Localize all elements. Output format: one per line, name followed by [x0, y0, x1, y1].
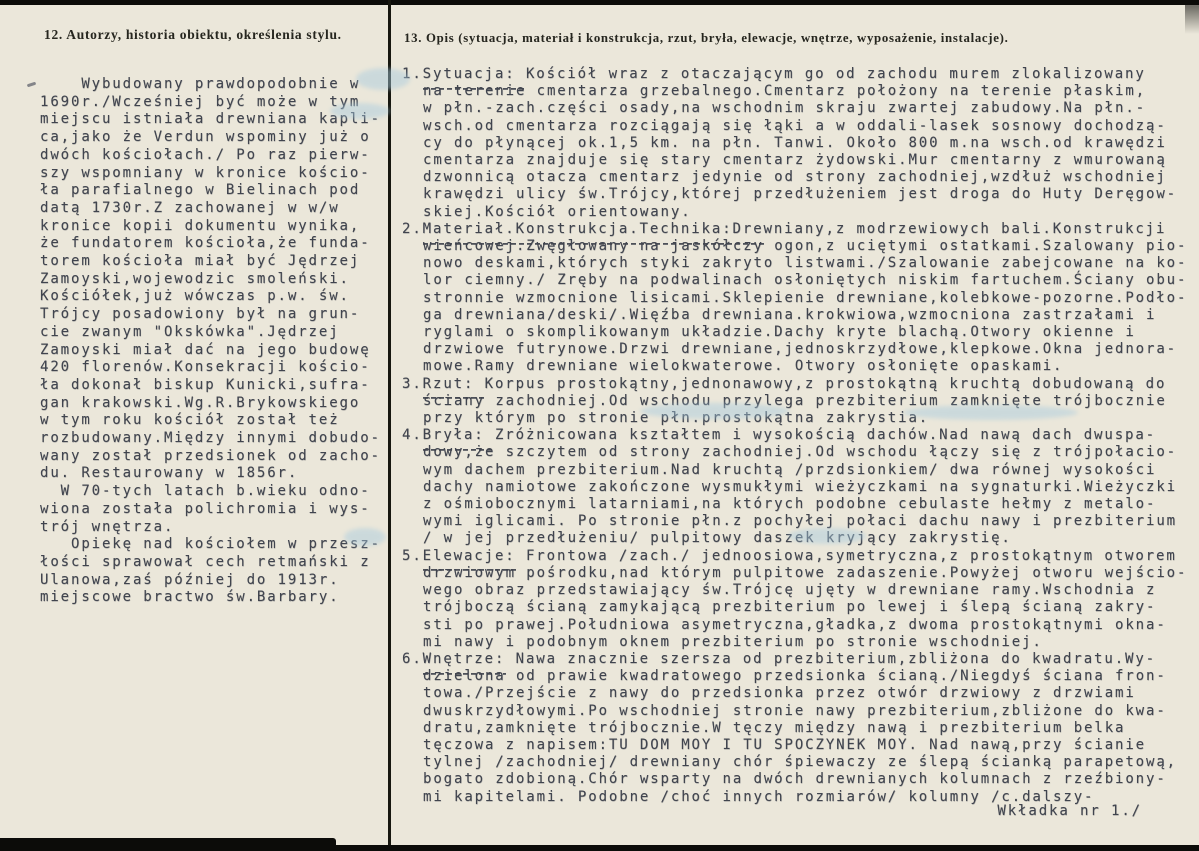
right-column-header: 13. Opis (sytuacja, materiał i konstrukcja, rzut, bryła, elewacje, wnętrze, wyposażenie, instalacje). — [404, 31, 1009, 45]
text-line: cy do płynącej ok.1,5 km. na płn. Tanwi. Około 800 m.na wsch.od krawędzi — [423, 134, 1167, 151]
text-line: du. Restaurowany w 1856r. — [40, 465, 299, 482]
text-line: wieńcowej.Zwęgłowany na jaskółczy ogon,z uciętymi ostatkami.Szalowany pio- — [423, 238, 1188, 255]
text-line: Wybudowany prawdopodobnie w — [40, 76, 361, 92]
text-line: datą 1730r.Z zachowanej w w/w — [40, 199, 340, 216]
description-text — [402, 66, 1194, 806]
text-line: torem kościoła miał być Jędrzej — [40, 253, 361, 270]
typewriter-underline: dzielona — [423, 668, 506, 685]
text-line: W 70-tych latach b.wieku odno- — [40, 483, 371, 500]
text-line: miejscowe bractwo św.Barbary. — [40, 589, 340, 606]
text-line: skiej.Kościół orientowany. — [423, 203, 692, 220]
text-line: na terenie cmentarza grzebalnego.Cmentarz położony na terenie płaskim, — [423, 83, 1147, 100]
text-line: z ośmiobocznymi latarniami,na których podobne cebulaste hełmy z metalo- — [423, 496, 1157, 513]
description-section — [402, 221, 1194, 376]
typewriter-underline: wieńcowej.Zwęgłowany na jaskółczy — [423, 238, 764, 255]
text-line: ła dokonał biskup Kunicki,sufra- — [40, 376, 371, 393]
typewriter-underline: drzwiowym — [423, 564, 516, 581]
description-section — [402, 66, 1194, 221]
text-line: ga drewniana/deski/.Więźba drewniana.krokwiowa,wzmocniona zastrzałami i — [423, 306, 1157, 323]
text-line: ca,jako że Verdun wspominy już o — [40, 129, 371, 146]
text-line: 1.Sytuacja: Kościół wraz z otaczającym go od zachodu murem zlokalizowany — [402, 66, 1146, 82]
text-line: dratu,zamknięte trójbocznie.W tęczy między nawą i prezbiterium belka — [423, 719, 1126, 736]
text-line: 3.Rzut: Korpus prostokątny,jednonawowy,z prostokątną kruchtą dobudowaną do — [402, 375, 1167, 392]
text-line: mi nawy i podobnym oknem prezbiterium po stronie wschodniej. — [423, 633, 1043, 650]
text-line: dzielona od prawie kwadratowego przedsionka ścianą./Niegdyś ściana fron- — [423, 668, 1167, 685]
text-line: tylnej /zachodniej/ drewniany chór śpiewaczy ze ślepą ścianką parapetową, — [423, 754, 1177, 771]
text-line: ryglami o skomplikowanym układzie.Dachy kryte blachą.Otwory okienne i — [423, 324, 1136, 341]
text-line: / w jej przedłużeniu/ pulpitowy daszek kryjący zakrystię. — [423, 530, 1012, 547]
text-line: w płn.-zach.części osady,na wschodnim skraju zwartej zabudowy.Na płn.- — [423, 100, 1147, 117]
text-line: stronnie wzmocnione lisicami.Sklepienie drewniane,kolebkowe-pozorne.Podło- — [423, 289, 1188, 306]
text-line: krawędzi ulicy św.Trójcy,której przedłużeniem jest droga do Huty Deręgow- — [423, 186, 1177, 203]
text-line: łości sprawował cech retmański z — [40, 553, 371, 570]
text-line: 2.Materiał.Konstrukcja.Technika:Drewniany,z modrzewiowych bali.Konstrukcji — [402, 220, 1167, 237]
text-line: drzwiowym pośrodku,nad którym pulpitowe zadaszenie.Powyżej otworu wejścio- — [423, 564, 1188, 581]
text-line: wsch.od cmentarza rozciągają się łąki a w oddali-lasek sosnowy dochodzą- — [423, 117, 1167, 134]
text-line: towa./Przejście z nawy do przedsionka przez otwór drzwiowy z drzwiami — [423, 685, 1136, 702]
text-line: dachy namiotowe zakończone wysmukłymi wieżyczkami na sygnaturki.Wieżyczki — [423, 478, 1177, 495]
correction-smudge — [788, 528, 866, 544]
description-section — [402, 376, 1194, 428]
text-line: trójboczą ścianą zamykającą prezbiterium po lewej i ślepą ścianą zakry- — [423, 599, 1157, 616]
text-line: nowo deskami,których styki zakryto listwami./Szalowanie zabejcowane na ko- — [423, 255, 1188, 272]
scan-edge-top-right — [1185, 0, 1199, 34]
text-line: 420 florenów.Konsekracji kościo- — [40, 359, 371, 376]
text-line: Trójcy posadowiony był na grun- — [40, 306, 361, 323]
correction-smudge — [903, 405, 1078, 420]
section-label: 3.Rzut: — [402, 375, 475, 392]
text-line: 5.Elewacje: Frontowa /zach./ jednoosiowa,symetryczna,z prostokątnym otworem — [402, 547, 1177, 564]
scan-edge-top — [0, 0, 1199, 5]
text-line: mowe.Ramy drewniane wielokwaterowe. Otwory osłonięte opaskami. — [423, 358, 1064, 375]
text-line: drzwiowe futrynowe.Drzwi drewniane,jednoskrzydłowe,klepkowe.Okna jednora- — [423, 341, 1177, 358]
text-line: wymi iglicami. Po stronie płn.z pochyłej połaci dachu nawy i prezbiterium — [423, 513, 1177, 530]
text-line: cie zwanym "Okskówka".Jędrzej — [40, 323, 340, 340]
correction-smudge — [330, 103, 390, 119]
scan-edge-bottom-left — [0, 838, 336, 851]
text-line: ła parafialnego w Bielinach pod — [40, 182, 361, 199]
text-line: cmentarza znajduje się stary cmentarz żydowski.Mur cmentarny z wmurowaną — [423, 152, 1167, 169]
section-label: 5.Elewacje: — [402, 547, 516, 564]
text-line: Ulanowa,zaś później do 1913r. — [40, 571, 340, 588]
text-line: Zamoyski,wojewodzic smoleński. — [40, 270, 350, 287]
section-label: 4.Bryła: — [402, 427, 485, 444]
text-line: szy wspomniany w kronice kościo- — [40, 164, 371, 181]
text-line: przy którym po stronie płn.prostokątna zakrystia. — [423, 410, 930, 427]
text-line: 4.Bryła: Zróżnicowana kształtem i wysokością dachów.Nad nawą dach dwuspa- — [402, 427, 1157, 444]
correction-smudge — [640, 403, 790, 419]
text-line: gan krakowski.Wg.R.Brykowskiego — [40, 394, 361, 411]
left-column-header: 12. Autorzy, historia obiektu, określenia stylu. — [44, 27, 342, 42]
text-line: w tym roku kościół został też — [40, 412, 340, 429]
insert-note: Wkładka nr 1./ — [997, 803, 1142, 819]
section-label: 6.Wnętrze: — [402, 650, 506, 667]
text-line: Zamoyski miał dać na jego budowę — [40, 341, 371, 358]
text-line: sti po prawej.Południowa asymetryczna,gładka,z dwoma prostokątnymi okna- — [423, 616, 1167, 633]
description-section — [402, 548, 1194, 651]
section-label: 1.Sytuacja: — [402, 66, 516, 82]
section-label: 2.Materiał.Konstrukcja.Technika: — [402, 220, 733, 237]
pencil-tick-mark — [27, 82, 36, 88]
text-line: kronice kopii dokumentu wynika, — [40, 217, 361, 234]
correction-smudge — [356, 68, 410, 90]
text-line: 6.Wnętrze: Nawa znacznie szersza od prezbiterium,zbliżona do kwadratu.Wy- — [402, 650, 1157, 667]
text-line: rozbudowany.Między innymi dobudo- — [40, 430, 381, 447]
typewriter-underline: ściany — [423, 392, 485, 409]
text-line: lor ciemny./ Zręby na podwalinach osłoniętych niskim fartuchem.Ściany obu- — [423, 272, 1188, 289]
history-text — [40, 76, 392, 607]
text-line: dwóch kościołach./ Po raz pierw- — [40, 146, 371, 163]
text-line: Opiekę nad kościołem w przesz- — [40, 536, 381, 553]
text-line: dwuskrzydłowymi.Po wschodniej stronie nawy prezbiterium,zbliżone do kwa- — [423, 702, 1167, 719]
text-line: Kościółek,już wówczas p.w. św. — [40, 288, 350, 305]
text-line: trój wnętrza. — [40, 518, 175, 535]
text-line: dowy,że szczytem od strony zachodniej.Od wschodu łączy się z trójpołacio- — [423, 444, 1178, 461]
description-section — [402, 651, 1194, 806]
correction-smudge — [344, 528, 386, 546]
text-line: wego obraz przedstawiający św.Trójcę ujęty w drewniane ramy.Wschodnia z — [423, 582, 1157, 599]
typewriter-underline: dowy,że — [423, 444, 496, 461]
text-line: dzwonnicą otacza cmentarz jedynie od strony zachodniej,wzdłuż wschodniej — [423, 169, 1167, 186]
text-line: wym dachem prezbiterium.Nad kruchtą /przdsionkiem/ dwa równej wysokości — [423, 461, 1157, 478]
typewriter-underline: na terenie — [423, 83, 527, 100]
text-line: 1690r./Wcześniej być może w tym — [40, 93, 361, 110]
text-line: wany został przedsionek od zacho- — [40, 447, 381, 464]
text-line: że fundatorem kościoła,że funda- — [40, 235, 371, 252]
text-line: bogato zdobioną.Chór wsparty na dwóch drewnianych kolumnach z rzeźbiony- — [423, 771, 1167, 788]
text-line: miejscu istniała drewniana kapli- — [40, 111, 381, 128]
text-line: wiona została polichromia i wys- — [40, 500, 371, 517]
text-line: tęczowa z napisem:TU DOM MOY I TU SPOCZYNEK MOY. Nad nawą,przy ścianie — [423, 736, 1147, 753]
text-line: ściany zachodniej.Od wschodu przylega prezbiterium zamknięte trójbocznie — [423, 392, 1167, 409]
text-line: mi kapitelami. Podobne /choć innych rozmiarów/ kolumny /c.dalszy- — [423, 788, 1095, 805]
